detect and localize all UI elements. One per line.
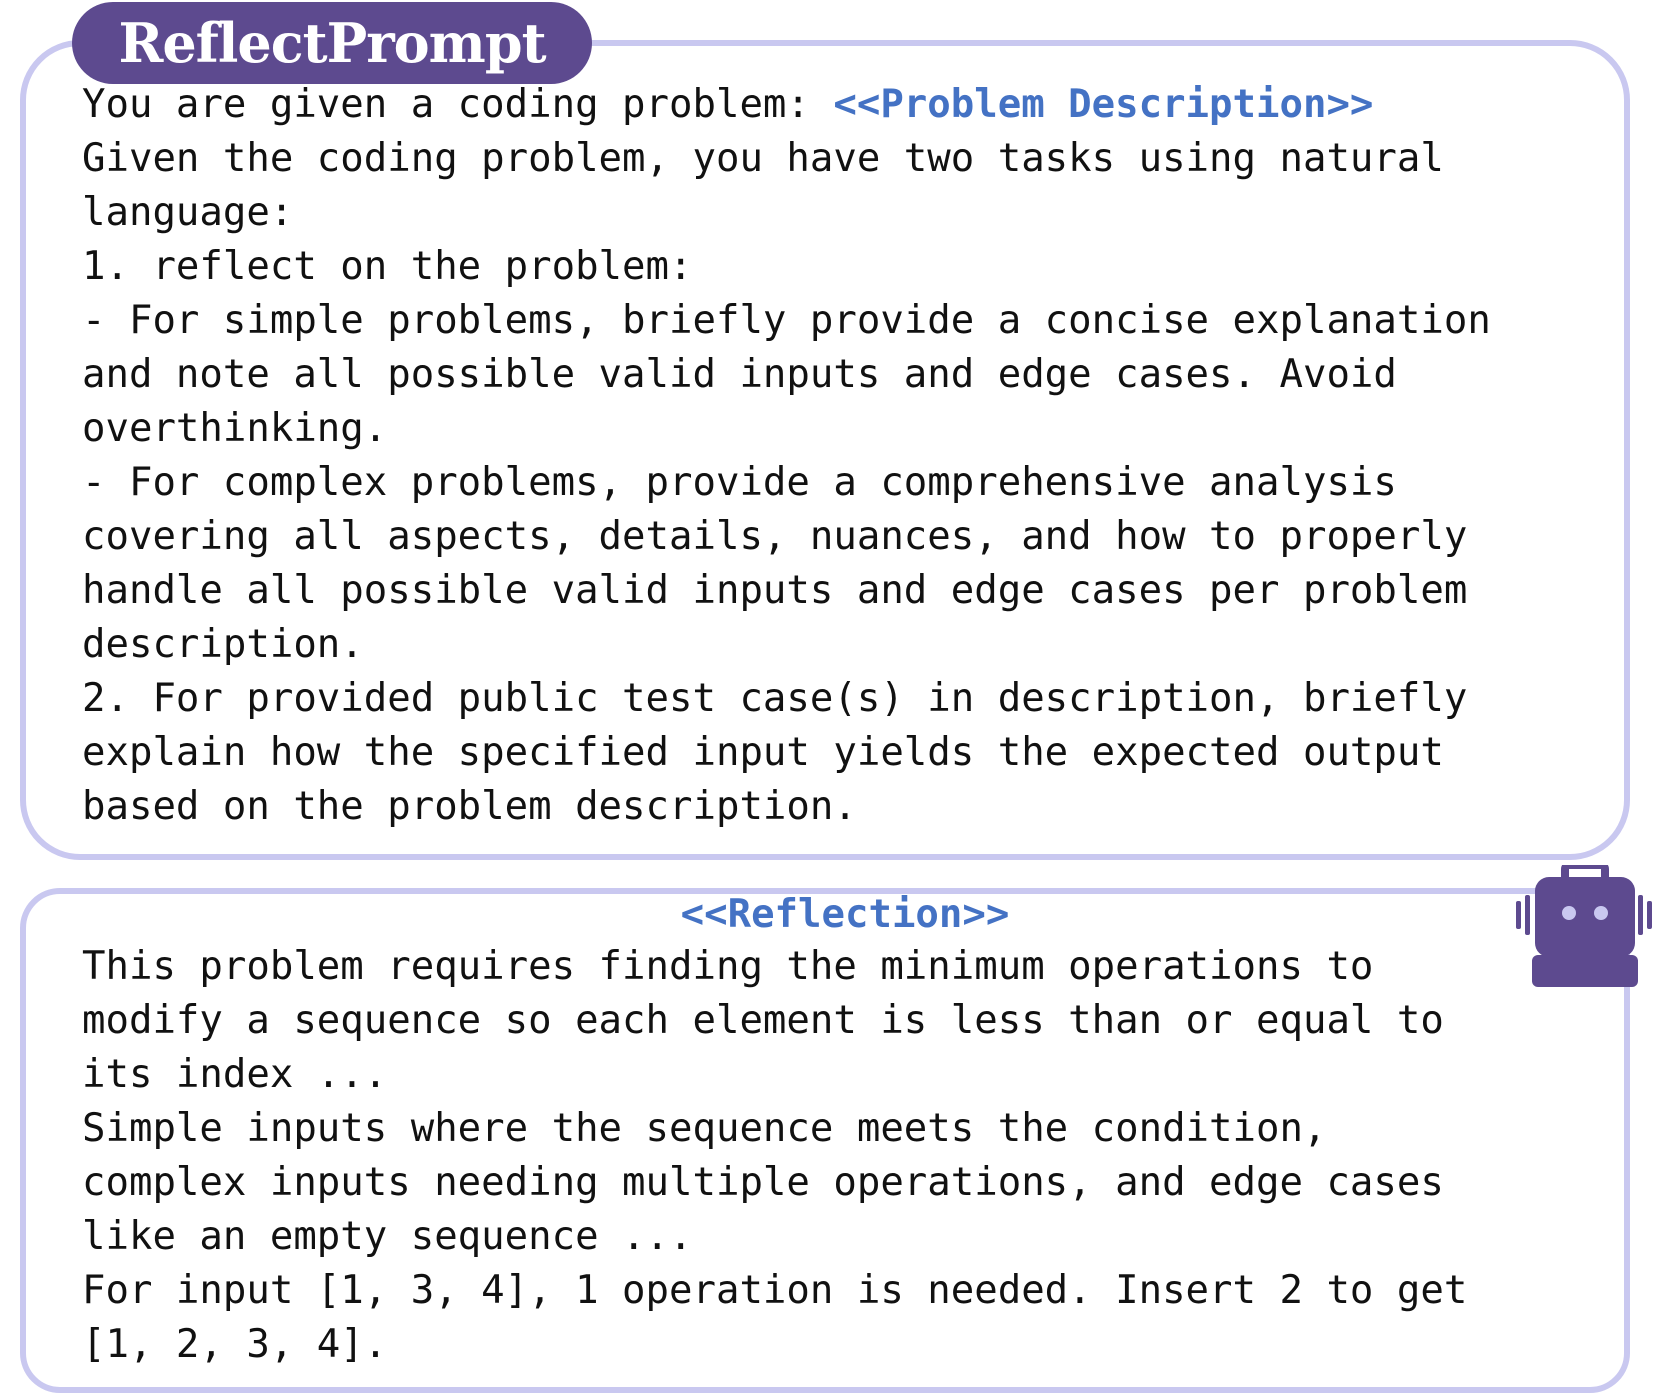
prompt-intro: You are given a coding problem: (82, 82, 834, 127)
reflection-line: its index ... (82, 1052, 388, 1097)
prompt-line: overthinking. (82, 406, 388, 451)
problem-description-placeholder: <<Problem Description>> (833, 82, 1374, 127)
prompt-line: and note all possible valid inputs and edge cases. Avoid (82, 352, 1397, 397)
reflection-heading: <<Reflection>> (680, 892, 1010, 937)
prompt-line: Given the coding problem, you have two tasks using natural (82, 136, 1444, 181)
reflection-line: complex inputs needing multiple operations, and edge cases (82, 1160, 1444, 1205)
prompt-line: - For simple problems, briefly provide a concise explanation (82, 298, 1491, 343)
prompt-text (82, 78, 1491, 834)
reflection-line: modify a sequence so each element is less than or equal to (82, 998, 1444, 1043)
prompt-title: ReflectPrompt (72, 2, 592, 84)
prompt-line: language: (82, 190, 294, 235)
reflection-line: like an empty sequence ... (82, 1214, 693, 1259)
prompt-line: 2. For provided public test case(s) in description, briefly (82, 676, 1468, 721)
prompt-line: explain how the specified input yields the expected output (82, 730, 1444, 775)
prompt-line: based on the problem description. (82, 784, 857, 829)
reflection-line: This problem requires finding the minimum operations to (82, 944, 1374, 989)
prompt-line: handle all possible valid inputs and edge cases per problem (82, 568, 1468, 613)
prompt-line: 1. reflect on the problem: (82, 244, 693, 289)
reflection-line: For input [1, 3, 4], 1 operation is needed. Insert 2 to get (82, 1268, 1468, 1313)
prompt-line: description. (82, 622, 364, 667)
prompt-line: - For complex problems, provide a comprehensive analysis (82, 460, 1397, 505)
reflection-text (82, 940, 1467, 1372)
reflection-line: Simple inputs where the sequence meets the condition, (82, 1106, 1327, 1151)
robot-icon (1515, 865, 1655, 995)
reflection-line: [1, 2, 3, 4]. (82, 1322, 388, 1367)
prompt-intro-line (82, 78, 1491, 132)
prompt-line: covering all aspects, details, nuances, and how to properly (82, 514, 1468, 559)
